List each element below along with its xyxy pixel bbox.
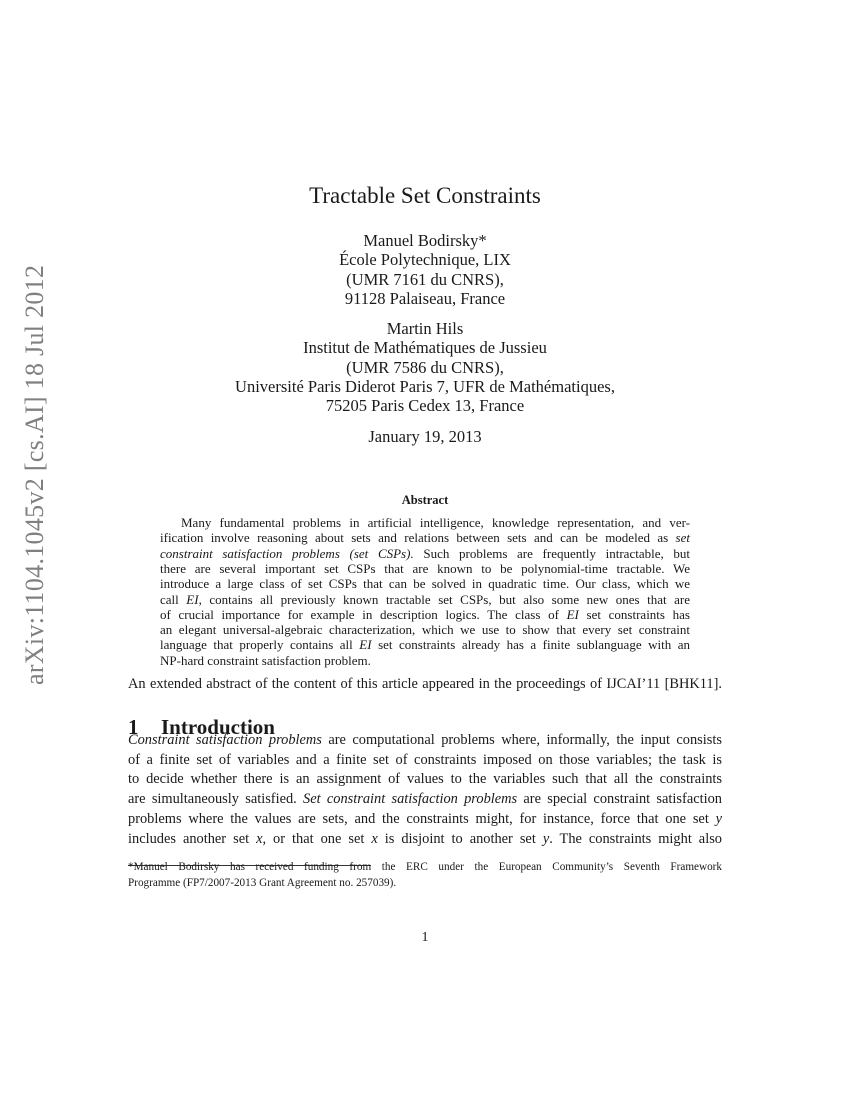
author-affiliation: 75205 Paris Cedex 13, France [325,396,525,416]
text-span: ification involve reasoning about sets and relations between sets and can be modeled as [160,530,676,546]
text-line [128,791,722,808]
text-line [128,732,722,749]
author-affiliation: (UMR 7161 du CNRS), [346,269,504,289]
text-line [160,576,690,592]
text-span: are special constraint satisfaction [517,791,722,808]
paper-title: Tractable Set Constraints [309,183,541,208]
text-line [128,877,722,889]
text-span: set constraints already has a finite sublanguage with an [371,637,690,653]
author-name: Manuel Bodirsky* [363,231,487,250]
text-line [160,653,690,669]
text-span: problems where the values are sets, and the constraints might, for instance, force that one set [128,810,716,827]
emphasized-text: set [675,530,690,546]
author-affiliation: (UMR 7586 du CNRS), [346,357,504,377]
text-span: NP-hard constraint satisfaction problem. [160,652,371,668]
author-block-2 [0,319,850,415]
text-span: are simultaneously satisfied. [128,791,304,808]
author-block-1 [0,231,850,308]
text-span: *Manuel Bodirsky has received funding from the ERC under the European Community’s Seventh Framework [128,861,722,873]
emphasized-text: constraint satisfaction problems (set CSPs). [160,545,414,561]
text-line [160,546,690,562]
text-line [160,592,690,608]
text-line [160,561,690,577]
author-affiliation: Institut de Mathématiques de Jussieu [303,338,547,358]
emphasized-text: Constraint satisfaction problems [128,732,322,748]
text-span: are computational problems where, informally, the input consists [321,732,722,748]
section-number: 1 [128,715,139,739]
text-line [181,515,690,531]
text-span: call [160,591,187,607]
text-span: there are several important set CSPs that are known to be polynomial-time tractable. We [160,560,690,576]
text-span: Programme (FP7/2007-2013 Grant Agreement no. 257039). [128,877,397,889]
author-affiliation: École Polytechnique, LIX [339,250,511,270]
text-line [160,622,690,638]
text-span: an elegant universal-algebraic characterization, which we use to show that every set constraint [160,622,690,638]
emphasized-text: EI [566,606,579,622]
text-span: set constraints has [578,606,690,622]
text-span: Such problems are frequently intractable, but [413,545,690,561]
emphasized-text: x [256,830,263,847]
text-span: Many fundamental problems in artificial intelligence, knowledge representation, and ver- [181,515,690,530]
text-span: to decide whether there is an assignment of values to the variables such that all the constraints [128,771,722,788]
extended-abstract-note: An extended abstract of the content of this article appeared in the proceedings of IJCAI’11 [BHK11]. [128,676,722,692]
text-span: language that properly contains all [160,637,360,653]
text-span: . The constraints might also [549,830,722,847]
text-line [128,752,722,769]
paper-date: January 19, 2013 [368,427,482,446]
emphasized-text: EI [359,637,372,653]
text-line [128,811,722,828]
emphasized-text: x [371,830,378,847]
text-span: , or that one set [262,830,372,847]
author-affiliation: Université Paris Diderot Paris 7, UFR de Mathématiques, [235,376,615,396]
text-line [128,831,722,848]
arxiv-side-stamp: arXiv:1104.1045v2 [cs.AI] 18 Jul 2012 [20,264,49,685]
text-span: includes another set [128,830,257,847]
text-span: of a finite set of variables and a finite set of constraints imposed on those variables; the task is [128,751,722,768]
text-line [160,607,690,623]
author-name: Martin Hils [386,319,464,338]
emphasized-text: y [715,810,722,827]
text-span: introduce a large class of set CSPs that can be solved in quadratic time. Our class, which we [160,576,690,592]
text-line [160,530,690,546]
text-line [160,637,690,653]
text-span: of crucial importance for example in description logics. The class of [160,606,567,622]
emphasized-text: EI [186,591,199,607]
text-span: is disjoint to another set [377,830,543,847]
author-affiliation: 91128 Palaiseau, France [344,288,506,308]
text-line [128,771,722,788]
text-line [128,861,722,873]
emphasized-text: y [542,830,550,847]
section-title: Introduction [161,715,275,739]
abstract-heading: Abstract [401,493,449,507]
text-span: , contains all previously known tractable set CSPs, but also some new ones that are [198,591,690,607]
page-number: 1 [421,930,429,945]
emphasized-text: Set constraint satisfaction problems [303,791,518,808]
